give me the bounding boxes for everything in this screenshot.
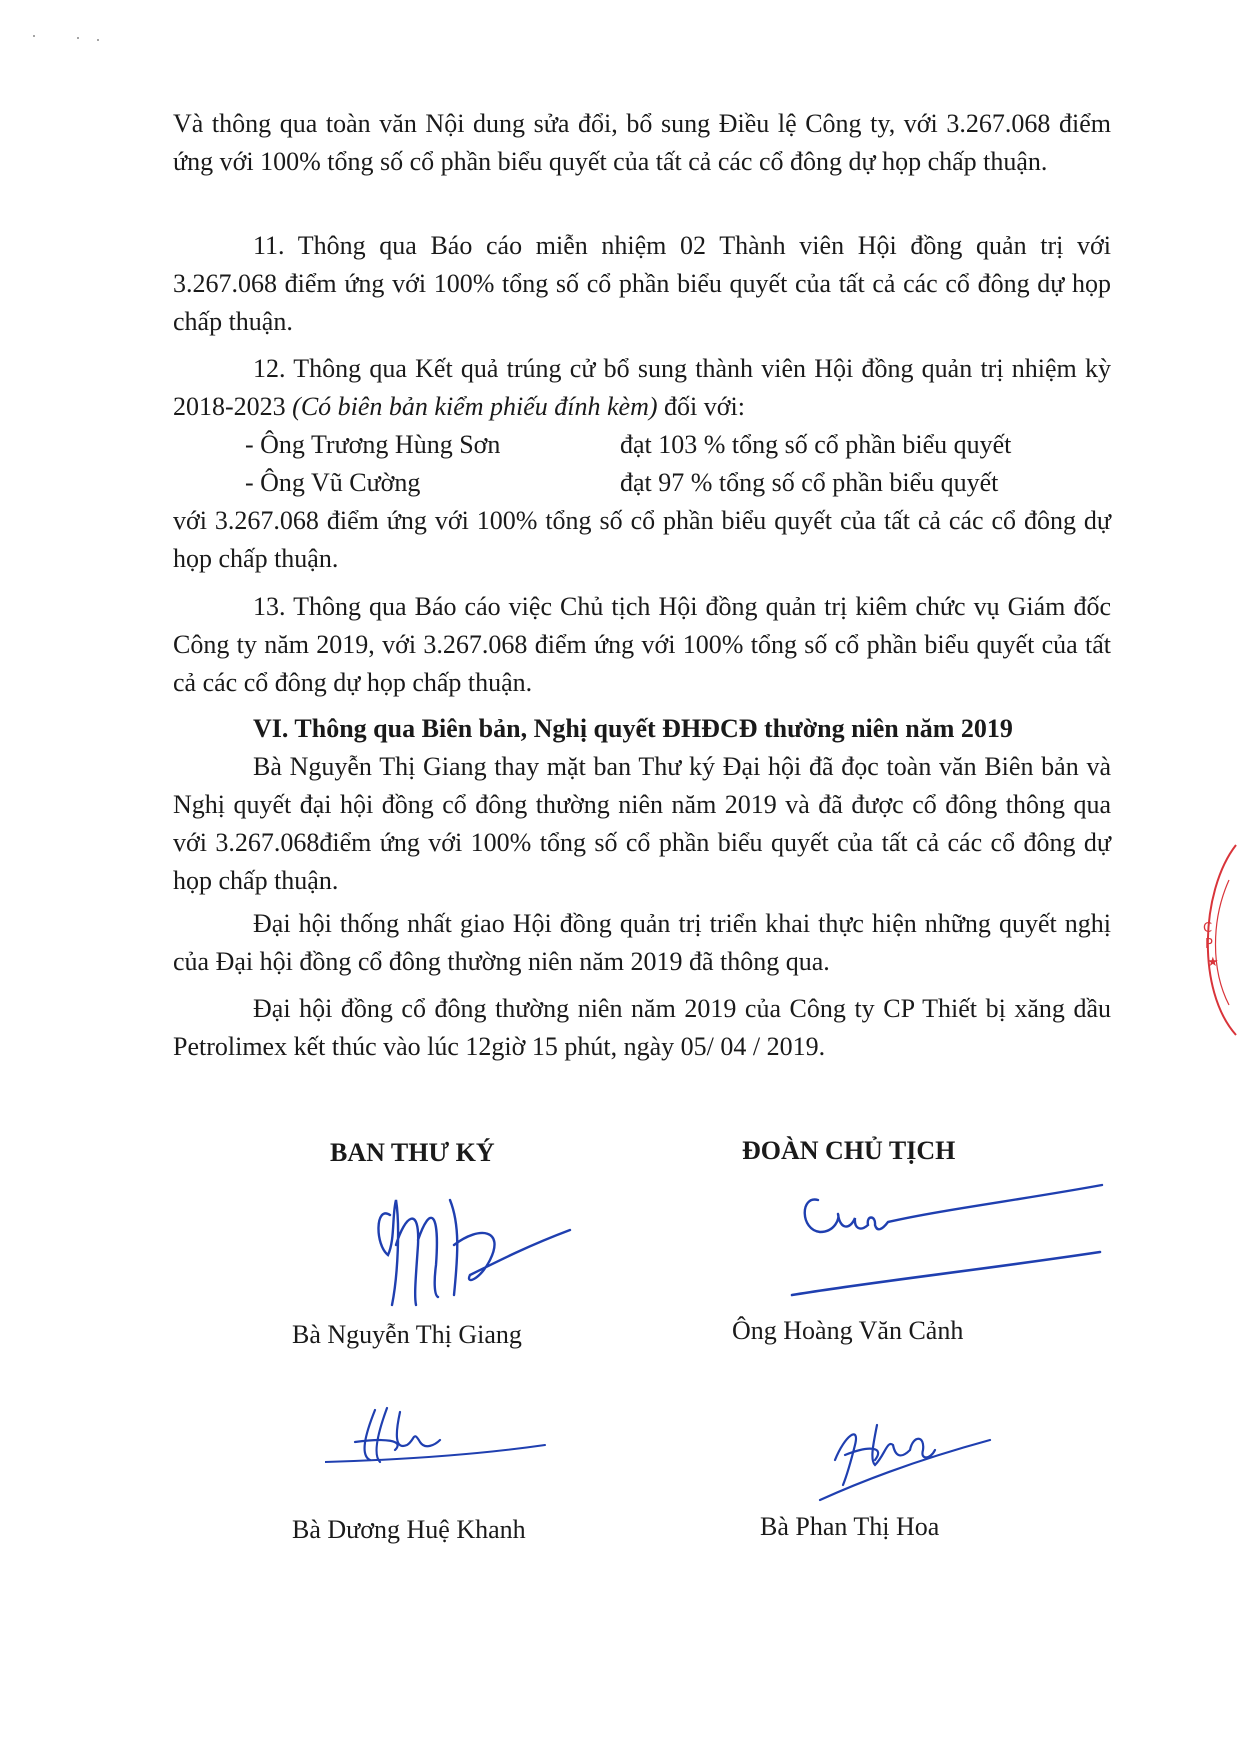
candidate-result: đạt 97 % tổng số cổ phần biểu quyết (620, 468, 999, 497)
chair-2-name: Bà Phan Thị Hoa (760, 1512, 940, 1541)
svg-text:★: ★ (1207, 955, 1219, 970)
paragraph-12-close (173, 502, 1111, 578)
paragraph-13-text: 13. Thông qua Báo cáo việc Chủ tịch Hội đồng quản trị kiêm chức vụ Giám đốc Công ty năm 2019, với 3.267.068 điểm ứng với 100% tổng số cổ phần biểu quyết của tất cả các cổ đông dự họp chấp thuận. (173, 592, 1111, 697)
svg-text:C: C (1203, 921, 1213, 936)
paragraph-11 (173, 227, 1111, 341)
candidate-name: - Ông Vũ Cường (245, 468, 421, 497)
paragraph-6a (173, 748, 1111, 900)
paragraph-6b-text: Đại hội thống nhất giao Hội đồng quản trị triển khai thực hiện những quyết nghị của Đại hội đồng cổ đông thường niên năm 2019 đã thông qua. (173, 909, 1111, 976)
paragraph-12-close-text: với 3.267.068 điểm ứng với 100% tổng số cổ phần biểu quyết của tất cả các cổ đông dự họp chấp thuận. (173, 506, 1111, 573)
candidate-result: đạt 103 % tổng số cổ phần biểu quyết (620, 430, 1012, 459)
paragraph-6b (173, 905, 1111, 981)
chair-1-name: Ông Hoàng Văn Cảnh (732, 1316, 964, 1345)
paragraph-12-end: đối với: (664, 392, 745, 421)
signature-chair-2 (815, 1405, 995, 1505)
signature-secretary-2 (325, 1400, 555, 1480)
secretariat-heading: BAN THƯ KÝ (330, 1138, 495, 1167)
section-6-heading: VI. Thông qua Biên bản, Nghị quyết ĐHĐCĐ thường niên năm 2019 (253, 714, 1013, 743)
company-stamp-fragment (1181, 840, 1241, 1040)
secretary-2-name: Bà Dương Huệ Khanh (292, 1515, 526, 1544)
paragraph-intro-text: Và thông qua toàn văn Nội dung sửa đổi, bổ sung Điều lệ Công ty, với 3.267.068 điểm ứng với 100% tổng số cổ phần biểu quyết của tất cả các cổ đông dự họp chấp thuận. (173, 109, 1111, 176)
paragraph-11-text: 11. Thông qua Báo cáo miễn nhiệm 02 Thành viên Hội đồng quản trị với 3.267.068 điểm ứng với 100% tổng số cổ phần biểu quyết của tất cả các cổ đông dự họp chấp thuận. (173, 231, 1111, 336)
signature-chair-1 (780, 1170, 1110, 1300)
signature-secretary-1 (370, 1185, 590, 1320)
paragraph-13 (173, 588, 1111, 702)
paragraph-12 (173, 350, 1111, 426)
paragraph-12-start: 12. Thông qua Kết quả trúng cử bổ sung thành viên Hội đồng quản trị nhiệm kỳ 2018-2023 (173, 354, 1111, 421)
paragraph-intro (173, 105, 1111, 181)
paragraph-6c-text: Đại hội đồng cổ đông thường niên năm 2019 của Công ty CP Thiết bị xăng dầu Petrolimex kết thúc vào lúc 12giờ 15 phút, ngày 05/ 04 / 2019. (173, 994, 1111, 1061)
paragraph-12-italic: (Có biên bản kiểm phiếu đính kèm) (292, 392, 658, 421)
scan-specks (30, 30, 110, 55)
paragraph-6a-text: Bà Nguyễn Thị Giang thay mặt ban Thư ký Đại hội đã đọc toàn văn Biên bản và Nghị quyết đại hội đồng cổ đông thường niên năm 2019 và đã được cổ đông thông qua với 3.267.068điểm ứng với 100% tổng số cổ phần biểu quyết của tất cả các cổ đông dự họp chấp thuận. (173, 752, 1111, 895)
paragraph-6c (173, 990, 1111, 1066)
presidium-heading: ĐOÀN CHỦ TỊCH (742, 1136, 956, 1165)
candidate-name: - Ông Trương Hùng Sơn (245, 430, 501, 459)
svg-text:P: P (1205, 937, 1213, 952)
paragraph-12-text (173, 350, 1111, 426)
secretary-1-name: Bà Nguyễn Thị Giang (292, 1320, 522, 1349)
